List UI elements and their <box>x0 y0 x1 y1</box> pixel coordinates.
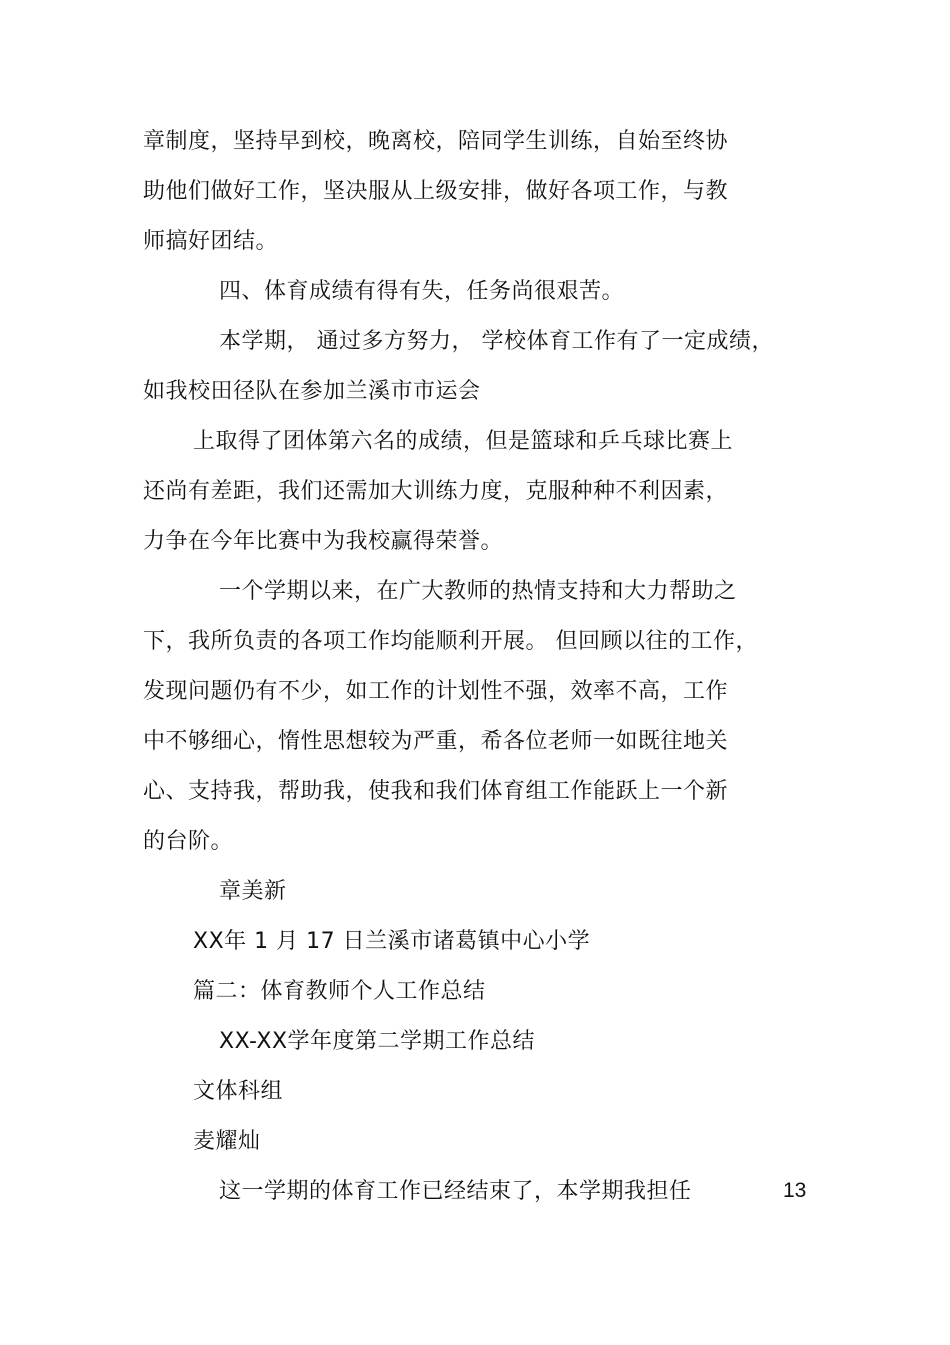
paragraph-line: 还尚有差距，我们还需加大训练力度，克服种种不利因素， <box>143 479 729 504</box>
paragraph-line: 师搞好团结。 <box>143 229 279 254</box>
paragraph-line: 章制度，坚持早到校，晚离校，陪同学生训练，自始至终协 <box>143 129 729 154</box>
paragraph-line: 下，我所负责的各项工作均能顺利开展。 但回顾以往的工作， <box>143 629 758 654</box>
article-title: 篇二：体育教师个人工作总结 <box>193 979 486 1004</box>
paragraph-line: 的台阶。 <box>143 829 234 854</box>
paragraph-line: 力争在今年比赛中为我校赢得荣誉。 <box>143 529 504 554</box>
author-name: 麦耀灿 <box>193 1129 261 1154</box>
department-name: 文体科组 <box>193 1079 284 1104</box>
paragraph-line: 心、支持我，帮助我，使我和我们体育组工作能跃上一个新 <box>143 779 729 804</box>
paragraph-line: 这一学期的体育工作已经结束了，本学期我担任 <box>219 1179 692 1204</box>
paragraph-line: 如我校田径队在参加兰溪市市运会 <box>143 379 481 404</box>
paragraph-line: 上取得了团体第六名的成绩，但是篮球和乒乓球比赛上 <box>193 429 734 454</box>
page-number: 13 <box>783 1179 807 1202</box>
paragraph-line: 一个学期以来，在广大教师的热情支持和大力帮助之 <box>219 579 737 604</box>
signature-date: XX年 1 月 17 日兰溪市诸葛镇中心小学 <box>193 929 591 954</box>
paragraph-line: 本学期， 通过多方努力， 学校体育工作有了一定成绩， <box>219 329 774 354</box>
article-subtitle: XX-XX学年度第二学期工作总结 <box>219 1029 536 1054</box>
paragraph-line: 发现问题仍有不少，如工作的计划性不强，效率不高，工作 <box>143 679 729 704</box>
paragraph-line: 中不够细心，惰性思想较为严重，希各位老师一如既往地关 <box>143 729 729 754</box>
section-heading: 四、体育成绩有得有失，任务尚很艰苦。 <box>219 279 625 304</box>
signature-name: 章美新 <box>219 879 287 904</box>
paragraph-line: 助他们做好工作，坚决服从上级安排，做好各项工作，与教 <box>143 179 729 204</box>
